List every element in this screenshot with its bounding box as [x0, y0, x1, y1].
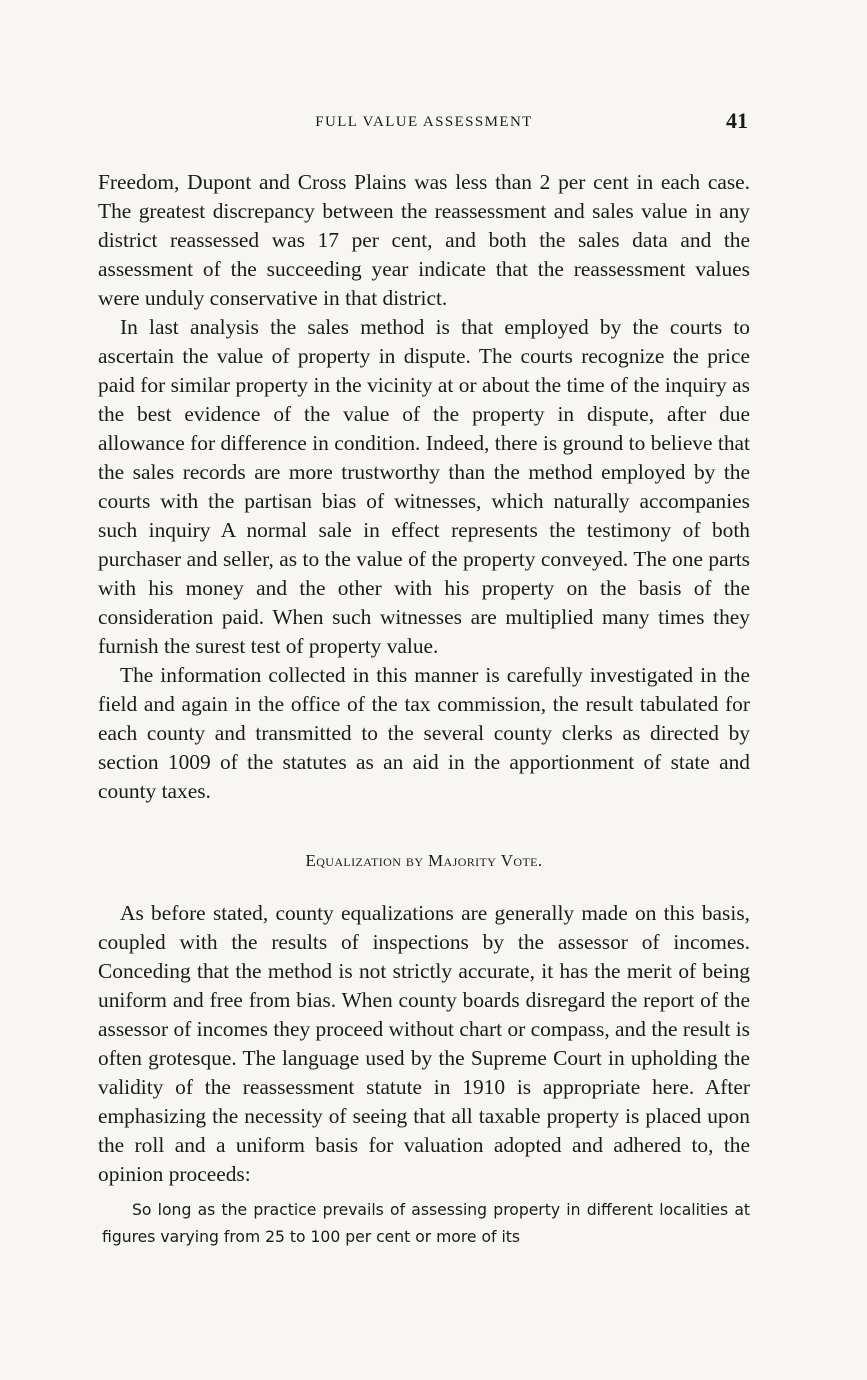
page-number: 41 [726, 108, 748, 133]
paragraph-information-collected: The information collected in this manner is carefully investigated in the field and again in the office of the tax commission, the result tabulated for each county and transmitted to the several county clerks as directed by section 1009 of the statutes as an aid in the apportionment of state and county taxes. [98, 663, 750, 803]
paragraph-continued: Freedom, Dupont and Cross Plains was less than 2 per cent in each case. The greatest discrepancy between the reassessment and sales value in any district reassessed was 17 per cent, and both the sales data and the assessment of the succeeding year indicate that the reassessment values were unduly conservative in that district. [98, 170, 750, 310]
body-text [98, 168, 750, 1189]
running-head [98, 108, 750, 138]
book-page [98, 108, 750, 1251]
section-heading: Equalization by Majority Vote. [305, 851, 543, 870]
paragraph-sales-method: In last analysis the sales method is that employed by the courts to ascertain the value of property in dispute. The courts recognize the price paid for similar property in the vicinity at or about the time of the inquiry as the best evidence of the value of the property in dispute, after due allowance for difference in condition. Indeed, there is ground to believe that the sales records are more trustworthy than the method employed by the courts with the partisan bias of witnesses, which naturally accompanies such inquiry A normal sale in effect represents the testimony of both purchaser and seller, as to the value of the property conveyed. The one parts with his money and the other with his property on the basis of the consideration paid. When such witnesses are multiplied many times they furnish the surest test of property value. [98, 315, 750, 658]
paragraph-county-equalization: As before stated, county equalizations are generally made on this basis, coupled with the results of inspections by the assessor of incomes. Conceding that the method is not strictly accurate, it has the merit of being uniform and free from bias. When county boards disregard the report of the assessor of incomes they proceed without chart or compass, and the result is often grotesque. The language used by the Supreme Court in upholding the validity of the reassessment statute in 1910 is appropriate here. After emphasizing the necessity of seeing that all taxable property is placed upon the roll and a uniform basis for valuation adopted and adhered to, the opinion proceeds: [98, 901, 750, 1186]
running-title: FULL VALUE ASSESSMENT [315, 114, 533, 130]
block-quote [98, 1197, 750, 1251]
quote-text: So long as the practice prevails of assessing property in different localities at figures varying from 25 to 100 per cent or more of its [102, 1201, 750, 1246]
